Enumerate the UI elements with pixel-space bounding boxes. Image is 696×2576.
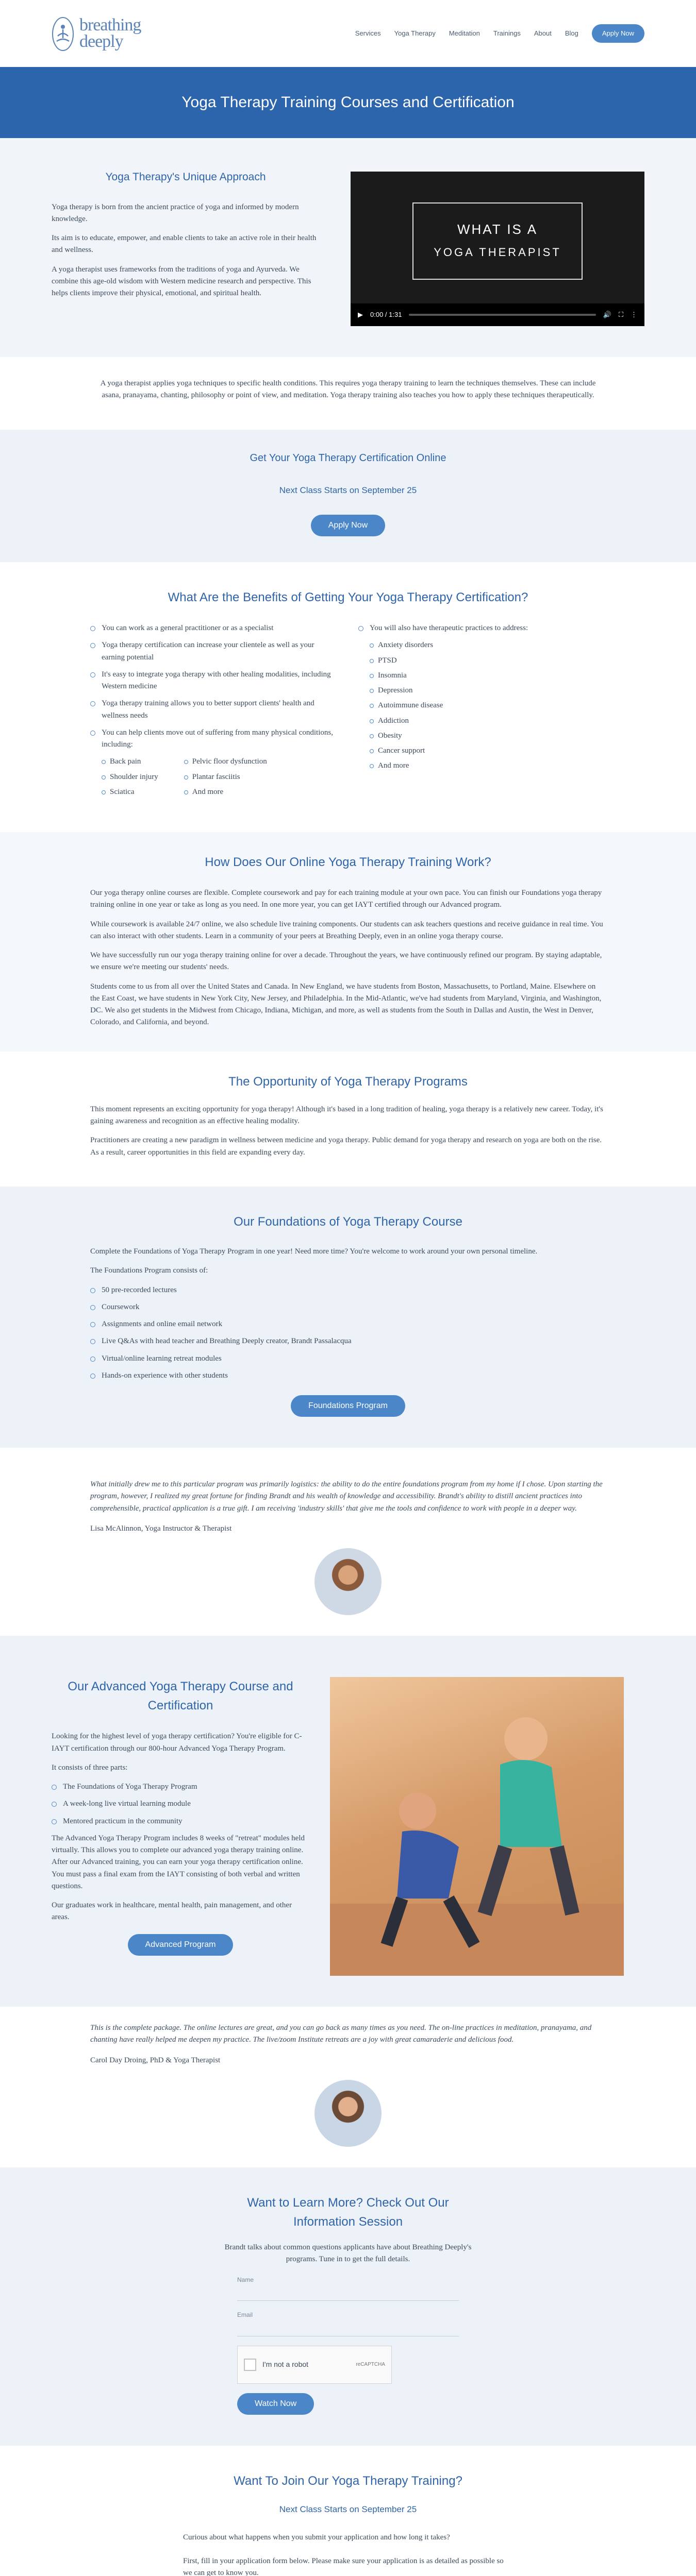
opportunity-p1: This moment represents an exciting opportunity for yoga therapy! Although it's based in a long tradition of healing, yoga therapy is a relatively new career. Today, it's gaining awareness and recognition as an effective healing modality. <box>90 1105 603 1126</box>
list-item: It's easy to integrate yoga therapy with other healing modalities, including Western medicine <box>90 669 338 693</box>
video-progress-bar[interactable] <box>409 314 595 316</box>
join-section <box>0 2446 696 2576</box>
main-nav <box>355 24 644 43</box>
brand-line-2: deeply <box>79 32 123 51</box>
list-item: Insomnia <box>370 670 443 682</box>
list-item: Virtual/online learning retreat modules <box>90 1353 606 1365</box>
opportunity-p2: Practitioners are creating a new paradigm in wellness between medicine and yoga therapy. Public demand for yoga therapy and research on yoga are both on the rise. As a result, career opportunities in this field are expanding every day. <box>90 1136 602 1157</box>
testimonial-quote: What initially drew me to this particular program was primarily logistics: the ability to do the entire foundations program from my home if I chose. Upon starting the program, however, I realized my great fortune for finding Brandt and his wealth of knowledge and accessibility. Brandt's ability to distill ancient practices into comprehensible, practical application is a true gift. I am receiving 'industry skills' that give me the tools and confidence to work with people in a deeper way. <box>90 1480 603 1513</box>
list-item: Coursework <box>90 1301 606 1313</box>
email-label: Email <box>237 2311 253 2319</box>
list-item: Obesity <box>370 730 443 742</box>
testimonial-2 <box>0 2007 696 2167</box>
nav-item-yoga-therapy[interactable]: Yoga Therapy <box>394 29 436 37</box>
foundations-consists: The Foundations Program consists of: <box>90 1266 208 1275</box>
captcha-checkbox[interactable] <box>244 2359 256 2371</box>
cta-certification <box>0 430 696 562</box>
advanced-p2: It consists of three parts: <box>52 1763 128 1772</box>
captcha-label: I'm not a robot <box>262 2360 309 2369</box>
brand-logo[interactable] <box>52 15 141 52</box>
info-heading: Want to Learn More? Check Out Our Information Session <box>247 2195 449 2229</box>
list-item: Pelvic floor dysfunction <box>184 756 267 768</box>
volume-icon[interactable]: 🔊 <box>603 310 611 318</box>
intro-p1: Yoga therapy is born from the ancient practice of yoga and informed by modern knowledge. <box>52 202 299 223</box>
avatar <box>314 2080 382 2147</box>
testimonial-author: Carol Day Droing, PhD & Yoga Therapist <box>90 2056 221 2064</box>
benefits-left-list <box>90 622 338 751</box>
video-title-line-2: YOGA THERAPIST <box>434 246 561 259</box>
list-item: Plantar fasciitis <box>184 771 267 783</box>
intro-heading: Yoga Therapy's Unique Approach <box>105 171 266 183</box>
list-item: Depression <box>370 685 443 697</box>
advanced-program-button[interactable]: Advanced Program <box>128 1934 234 1956</box>
info-text: Brandt talks about common questions applicants have about Breathing Deeply's programs. Tune in to get the full details. <box>224 2243 472 2264</box>
list-item: Curious about what happens when you submit your application and how long it takes? <box>183 2533 450 2542</box>
yoga-figures-image <box>330 1677 624 1976</box>
how-p2: While coursework is available 24/7 online, we also schedule live training components. Our students can ask teachers questions and receive guidance in real time. You can also interact with other students. Learn in a community of your peers at Breathing Deeply, even in an online yoga therapy course. <box>90 920 603 940</box>
video-controls <box>351 303 644 326</box>
nav-item-about[interactable]: About <box>534 29 552 37</box>
testimonial-1 <box>0 1448 696 1636</box>
testimonial-quote: This is the complete package. The online lectures are great, and you can go back as many times as you need. The on-line practices in meditation, pranayama, and chanting have really helped me deepen my practice. The live/zoom Institute retreats are a joy with great camaraderie and delicious food. <box>90 2024 592 2044</box>
list-item: Shoulder injury <box>102 771 158 783</box>
how-heading: How Does Our Online Yoga Therapy Training Work? <box>205 855 491 870</box>
join-heading: Want To Join Our Yoga Therapy Training? <box>234 2473 462 2488</box>
list-item: Cancer support <box>370 745 443 757</box>
avatar <box>314 1548 382 1615</box>
intro-p3: A yoga therapist uses frameworks from the traditions of yoga and Ayurveda. We combine this age-old wisdom with Western medicine research and perspective. This helps clients improve their physical, emotional, and spiritual health. <box>52 265 311 298</box>
foundations-list <box>90 1284 606 1382</box>
foundations-section <box>0 1187 696 1448</box>
list-item: Yoga therapy certification can increase your clientele as well as your earning potential <box>90 639 338 664</box>
list-item: And more <box>370 760 443 772</box>
list-item: Autoimmune disease <box>370 700 443 711</box>
nav-item-blog[interactable]: Blog <box>565 29 578 37</box>
benefits-section <box>0 562 696 832</box>
advanced-heading: Our Advanced Yoga Therapy Course and Certification <box>68 1680 293 1713</box>
more-options-icon[interactable]: ⋮ <box>631 310 637 318</box>
cta-subheading: Next Class Starts on September 25 <box>279 485 417 495</box>
nav-item-trainings[interactable]: Trainings <box>493 29 521 37</box>
join-subheading: Next Class Starts on September 25 <box>279 2504 417 2515</box>
practices-list <box>370 639 443 775</box>
nav-item-services[interactable]: Services <box>355 29 381 37</box>
list-item: Anxiety disorders <box>370 639 443 651</box>
page-title-band <box>0 67 696 138</box>
list-item: Live Q&As with head teacher and Breathing Deeply creator, Brandt Passalacqua <box>90 1335 606 1347</box>
list-item: You can work as a general practitioner or as a specialist <box>90 622 338 634</box>
captcha-brand: reCAPTCHA <box>356 2362 385 2368</box>
nav-item-meditation[interactable]: Meditation <box>449 29 480 37</box>
foundations-heading: Our Foundations of Yoga Therapy Course <box>234 1214 462 1229</box>
advanced-p4: Our graduates work in healthcare, mental health, pain management, and other areas. <box>52 1901 292 1922</box>
applies-section <box>0 357 696 430</box>
list-item: And more <box>184 786 267 798</box>
list-item: Yoga therapy training allows you to better support clients' health and wellness needs <box>90 698 338 722</box>
list-item: 50 pre-recorded lectures <box>90 1284 606 1296</box>
apply-now-button[interactable]: Apply Now <box>311 515 385 536</box>
list-item: You will also have therapeutic practices to address: <box>358 622 606 634</box>
advanced-p1: Looking for the highest level of yoga therapy certification? You're eligible for C-IAYT certification through our 800-hour Advanced Yoga Therapy Program. <box>52 1732 302 1753</box>
applies-text: A yoga therapist applies yoga techniques to specific health conditions. This requires yoga therapy training to learn the techniques themselves. These can include asana, pranayama, chanting, philosophy or point of view, and meditation. Yoga therapy training also teaches you how to apply these techniques therapeutically. <box>100 379 596 400</box>
intro-p2: Its aim is to educate, empower, and enable clients to take an active role in their health and wellness. <box>52 234 317 255</box>
how-p3: We have successfully run our yoga therapy training online for over a decade. Throughout the years, we have continuously refined our program. By staying adaptable, we ensure we're meeting our students' needs. <box>90 951 602 972</box>
brand-name <box>79 17 141 50</box>
advanced-list <box>52 1781 309 1827</box>
list-item: Hands-on experience with other students <box>90 1370 606 1382</box>
list-item: A week-long live virtual learning module <box>52 1798 309 1810</box>
watch-now-button[interactable]: Watch Now <box>237 2393 314 2415</box>
benefits-right-list <box>358 622 606 634</box>
name-label: Name <box>237 2276 254 2283</box>
advanced-section <box>0 1636 696 2007</box>
page-title: Yoga Therapy Training Courses and Certification <box>181 93 515 111</box>
name-input[interactable] <box>237 2286 459 2301</box>
opportunity-heading: The Opportunity of Yoga Therapy Programs <box>228 1074 468 1089</box>
testimonial-author: Lisa McAlinnon, Yoga Instructor & Therapist <box>90 1524 232 1533</box>
list-item: Assignments and online email network <box>90 1318 606 1330</box>
list-item: PTSD <box>370 655 443 667</box>
video-title-card <box>412 202 583 280</box>
intro-section <box>0 138 696 357</box>
conditions-list-a <box>102 756 158 801</box>
cta-heading: Get Your Yoga Therapy Certification Online <box>250 452 446 464</box>
join-steps <box>183 2532 513 2576</box>
how-p1: Our yoga therapy online courses are flexible. Complete coursework and pay for each training module at your own pace. You can finish our Foundations yoga therapy training online in one year or take as long as you need. In one more year, you can get IAYT certified through our Advanced program. <box>90 889 602 909</box>
nav-apply-button[interactable]: Apply Now <box>592 24 644 43</box>
list-item: You can help clients move out of suffering from many physical conditions, including: <box>90 727 338 751</box>
meditation-figure-icon <box>52 15 74 52</box>
video-player[interactable] <box>351 172 644 326</box>
benefits-heading: What Are the Benefits of Getting Your Yoga Therapy Certification? <box>168 590 528 604</box>
video-title-line-1: WHAT IS A <box>457 222 538 237</box>
advanced-p3: The Advanced Yoga Therapy Program includes 8 weeks of "retreat" modules held virtually. This allows you to complete our advanced yoga therapy training online. After our Advanced training, you can earn your yoga therapy certification online. You must pass a final exam from the IAYT consisting of both verbal and written questions. <box>52 1834 305 1890</box>
list-item: Back pain <box>102 756 158 768</box>
list-item: Sciatica <box>102 786 158 798</box>
conditions-list-b <box>184 756 267 801</box>
how-p4: Students come to us from all over the United States and Canada. In New England, we have students from Boston, Massachusetts, to Portland, Maine. Elsewhere on the East Coast, we have students in New York City, New Jersey, and Philadelphia. In the Mid-Atlantic, we've had students from Maryland, Virginia, and Washington, DC. We also get students in the Midwest from Chicago, Indiana, Michigan, and more, as well as students from the South in Dallas and Austin, the West in Denver, Colorado, and California, and beyond. <box>90 982 602 1027</box>
play-icon[interactable]: ▶ <box>358 310 363 318</box>
info-session-section <box>0 2167 696 2446</box>
foundations-program-button[interactable]: Foundations Program <box>291 1395 405 1417</box>
brand-line-1: breathing <box>79 15 141 35</box>
fullscreen-icon[interactable]: ⛶ <box>618 310 623 318</box>
yoga-class-photo <box>330 1677 624 1976</box>
foundations-intro: Complete the Foundations of Yoga Therapy Program in one year! Need more time? You're welcome to work around your own personal timeline. <box>90 1247 538 1256</box>
opportunity-section <box>0 1052 696 1187</box>
video-time: 0:00 / 1:31 <box>370 310 402 318</box>
list-item: The Foundations of Yoga Therapy Program <box>52 1781 309 1793</box>
site-header <box>52 0 644 67</box>
email-input[interactable] <box>237 2322 459 2336</box>
how-section <box>0 832 696 1052</box>
list-item: First, fill in your application form below. Please make sure your application is as detailed as possible so we can get to know you. <box>183 2556 504 2576</box>
recaptcha-widget[interactable] <box>237 2346 392 2384</box>
info-form <box>237 2275 459 2415</box>
list-item: Addiction <box>370 715 443 727</box>
list-item: Mentored practicum in the community <box>52 1816 309 1827</box>
